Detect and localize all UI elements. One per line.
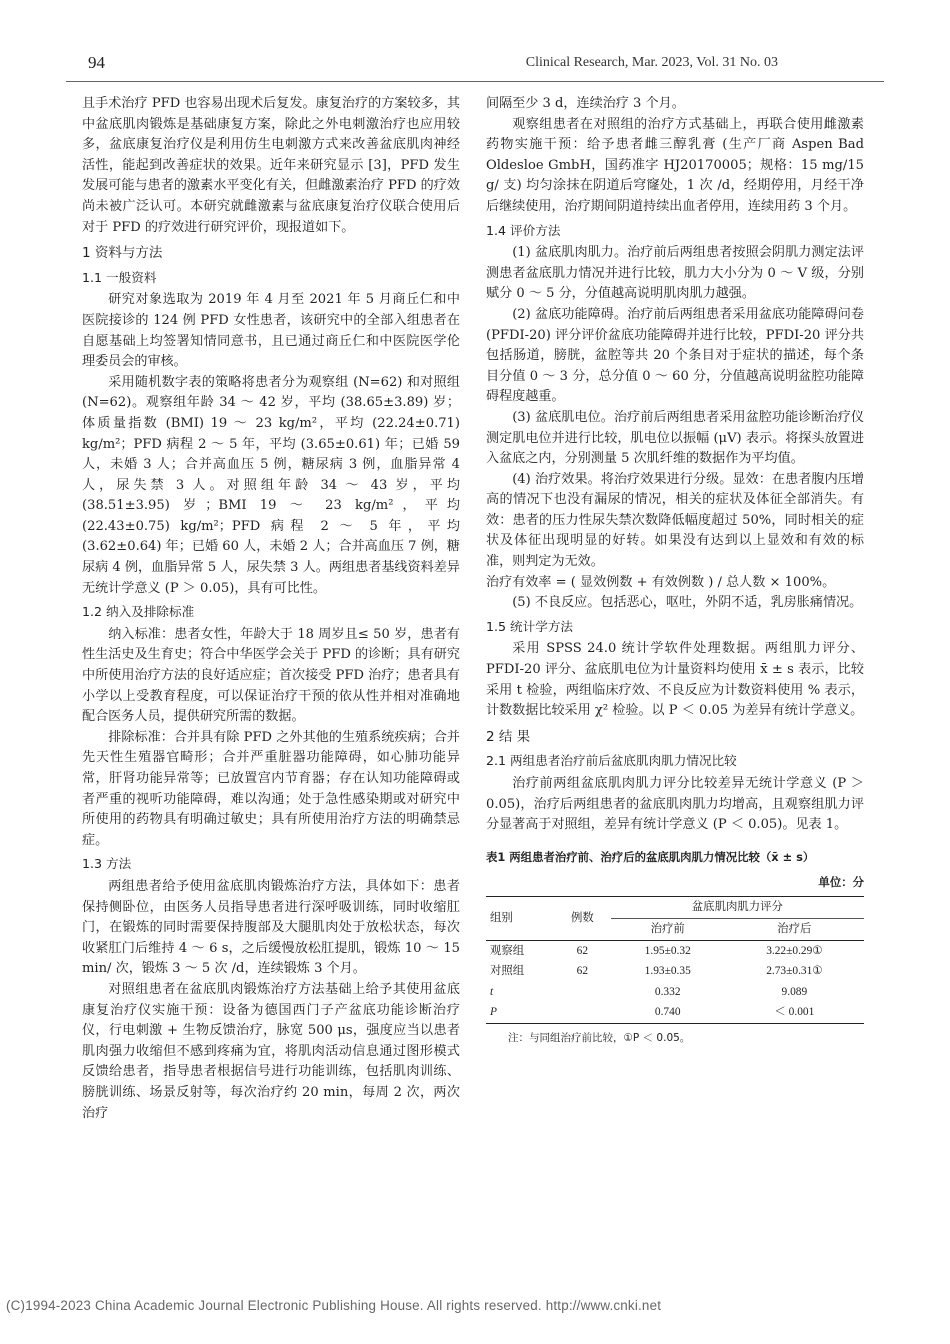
table-1 [486,896,864,1024]
table-1-unit: 单位：分 [818,874,864,889]
paragraph-method-a: 两组患者给予使用盆底肌肉锻炼治疗方法，具体如下：患者保持侧卧位，由医务人员指导患者进行深呼吸训练，同时收缩肛门，在锻炼的同时需要保持腹部及大腿肌肉处于放松状态，每次收紧肛门后维持 4 ～ 6 s，之后缓慢放松肛提肌，锻炼 10 ～ 15 min/ 次，锻炼 3 ～ 5 次 /d，连续锻炼 3 个月。 [82,878,460,977]
row-group: t [490,985,494,998]
table-row [486,982,864,1003]
eval-item-2: (2) 盆底功能障碍。治疗前后两组患者采用盆底功能障碍问卷 (PFDI-20) 评分评价盆底功能障碍并进行比较，PFDI-20 评分共包括肠道，膀胱，盆腔等共 20 个条目对于症状的描述，每个条目分值 0 ～ 3 分，总分值 0 ～ 60 分，分值越高说明盆腔功能障碍程度越重。 [486,306,864,405]
eval-item-4: (4) 治疗效果。将治疗效果进行分级。显效：在患者腹内压增高的情况下也没有漏尿的情况，相关的症状及体征全部消失。有效：患者的压力性尿失禁次数降低幅度超过 50%，同时相关的症状及体征出现明显的好转。如果没有达到以上显效和有效的标准，则判定为无效。 [486,471,864,570]
section-2-title: 2 结 果 [486,728,531,745]
row-before: 0.332 [654,985,681,998]
paragraph-continued: 间隔至少 3 d，连续治疗 3 个月。 [486,96,685,111]
section-1-2-title: 1.2 纳入及排除标准 [82,604,195,620]
section-1-1-title: 1.1 一般资料 [82,269,157,285]
page-number: 94 [88,53,105,72]
table-header-group: 组别 [486,897,554,940]
table-row [486,961,864,982]
row-after: ＜ 0.001 [725,1002,864,1023]
table-header-score: 盆底肌肉肌力评分 [611,897,864,919]
intro-paragraph: 且手术治疗 PFD 也容易出现术后复发。康复治疗的方案较多，其中盆底肌肉锻炼是基础康复方案，除此之外电刺激治疗也应用较多，盆底康复治疗仪是利用仿生电刺激方式来改善盆底肌肉神经活性，能起到改善症状的效果。近年来研究显示 [3]，PFD 发生发展可能与患者的激素水平变化有关，但雌激素治疗 PFD 的疗效尚未被广泛认可。本研究就雌激素与盆底康复治疗仪联合使用后对于 PFD 的疗效进行研究评价，现报道如下。 [82,96,460,235]
row-before: 1.93±0.35 [644,965,691,978]
paragraph-inclusion: 纳入标准：患者女性，年龄大于 18 周岁且≤ 50 岁，患者有性生活史及生育史；符合中华医学会关于 PFD 的诊断；具有研究中所使用治疗方法的良好适应症；首次接受 PFD 治疗；患者具有小学以上受教育程度，可以保证治疗干预的依从性并相对准确地配合医务人员，提供研究所需的数据。 [82,626,460,725]
table-row [486,940,864,961]
journal-header: Clinical Research, Mar. 2023, Vol. 31 No. 03 [525,55,778,70]
table-row [486,1002,864,1023]
paragraph-statistics: 采用 SPSS 24.0 统计学软件处理数据。两组肌力评分、PFDI-20 评分、盆底肌电位为计量资料均使用 x̄ ± s 表示，比较采用 t 检验，两组临床疗效、不良反应为计数资料使用 % 表示，计数数据比较采用 χ² 检验。以 P ＜ 0.05 为差异有统计学意义。 [486,641,864,719]
table-header-after: 治疗后 [725,918,864,940]
section-1-title: 1 资料与方法 [82,245,163,262]
row-group: 对照组 [490,965,525,978]
paragraph-observation-group: 观察组患者在对照组的治疗方式基础上，再联合使用雌激素药物实施干预：给予患者雌三醇乳膏 (生产厂商 Aspen Bad Oldesloe GmbH，国药准字 HJ20170005；规格：15 mg/15 g/ 支) 均匀涂抹在阴道后穹窿处，1 次 /d，经期停用，月经干净后继续使用，治疗期间阴道持续出血者停用，连续用药 3 个月。 [486,116,864,214]
left-column [82,94,460,1124]
row-before: 1.95±0.32 [644,944,691,957]
eval-item-3: (3) 盆底肌电位。治疗前后两组患者采用盆腔功能诊断治疗仪测定肌电位并进行比较，肌电位以振幅 (μV) 表示。将探头放置进入盆底之内，分别测量 5 次肌纤维的数据作为平均值。 [486,409,864,467]
right-column [486,94,864,1049]
table-header-n: 例数 [554,897,611,940]
row-n: 62 [576,965,589,978]
table-1-note: 注：与同组治疗前比较，①P ＜ 0.05。 [508,1031,691,1044]
row-after: 9.089 [781,985,808,998]
section-1-5-title: 1.5 统计学方法 [486,618,574,634]
section-1-4-title: 1.4 评价方法 [486,222,561,238]
paragraph-1-1-b: 采用随机数字表的策略将患者分为观察组 (N=62) 和对照组 (N=62)。观察组年龄 34 ～ 42 岁，平均 (38.65±3.89) 岁；体质量指数 (BMI) 19 ～ 23 kg/m²，平均 (22.24±0.71) kg/m²；PFD 病程 2 ～ 5 年，平均 (3.65±0.61) 年；已婚 59 人，未婚 3 人；合并高血压 5 例，糖尿病 3 例，血脂异常 4 人，尿失禁 3 人。对照组年龄 34 ～ 43 岁，平均 (38.51±3.95) 岁；BMI 19 ～ 23 kg/m²，平均 (22.43±0.75) kg/m²；PFD 病程 2 ～ 5 年，平均 (3.62±0.64) 年；已婚 60 人，未婚 2 人；合并高血压 7 例，糖尿病 4 例，血脂异常 5 人，尿失禁 3 人。两组患者基线资料差异无统计学意义 (P ＞ 0.05)，具有可比性。 [82,374,460,596]
row-group: 观察组 [490,944,525,957]
row-n [554,982,611,1003]
row-after: 3.22±0.29① [766,944,823,957]
paragraph-exclusion: 排除标准：合并具有除 PFD 之外其他的生殖系统疾病；合并先天性生殖器官畸形；合并严重脏器功能障碍，如心肺功能异常，肝肾功能异常等；已放置宫内节育器；存在认知功能障碍或者严重的视听功能障碍，难以沟通；处于急性感染期或对研究中所使用的药物具有明确过敏史；具有所使用治疗方法的明确禁忌症。 [82,729,460,848]
paragraph-1-1-a: 研究对象选取为 2019 年 4 月至 2021 年 5 月商丘仁和中医院接诊的 124 例 PFD 女性患者，该研究中的全部入组患者在自愿基础上均签署知情同意书，且已通过商丘仁和中医院医学伦理委员会的审核。 [82,292,460,370]
eval-item-5: (5) 不良反应。包括恶心，呕吐，外阴不适，乳房胀痛情况。 [512,595,863,611]
section-1-3-title: 1.3 方法 [82,856,132,872]
eval-item-1: (1) 盆底肌肉肌力。治疗前后两组患者按照会阴肌力测定法评测患者盆底肌力情况并进行比较，肌力大小分为 0 ～ V 级，分别赋分 0 ～ 5 分，分值越高说明肌肉肌力越强。 [486,245,864,302]
table-1-caption: 表1 两组患者治疗前、治疗后的盆底肌肉肌力情况比较（x̄ ± s） [486,849,815,864]
row-after: 2.73±0.31① [766,965,823,978]
efficacy-formula: 治疗有效率 = ( 显效例数 + 有效例数 ) / 总人数 × 100%。 [486,574,836,590]
row-n: 62 [576,944,589,957]
table-header-before: 治疗前 [611,918,725,940]
header-rule [66,81,884,82]
row-n [554,1002,611,1023]
section-2-1-title: 2.1 两组患者治疗前后盆底肌肉肌力情况比较 [486,753,737,769]
paragraph-results-2-1: 治疗前两组盆底肌肉肌力评分比较差异无统计学意义 (P ＞ 0.05)，治疗后两组患者的盆底肌肉肌力均增高，且观察组肌力评分显著高于对照组，差异有统计学意义 (P ＜ 0.05)。见表 1。 [486,776,864,833]
row-group: P [486,1002,554,1023]
row-before: 0.740 [611,1002,725,1023]
paragraph-method-b: 对照组患者在盆底肌肉锻炼治疗方法基础上给予其使用盆底康复治疗仪实施干预：设备为德国西门子产盆底功能诊断治疗仪，行电刺激 + 生物反馈治疗，脉宽 500 μs，强度应当以患者肌肉强力收缩但不感到疼痛为宜，将肌肉活动信息通过图形模式反馈给患者，指导患者根据信号进行功能训练，包括肌肉训练、膀胱训练、场景反射等，每次治疗约 20 min，每周 2 次，两次治疗 [82,981,460,1121]
copyright-footer: (C)1994-2023 China Academic Journal Electronic Publishing House. All rights reserved. http://www.cnki.net [6,1298,662,1313]
